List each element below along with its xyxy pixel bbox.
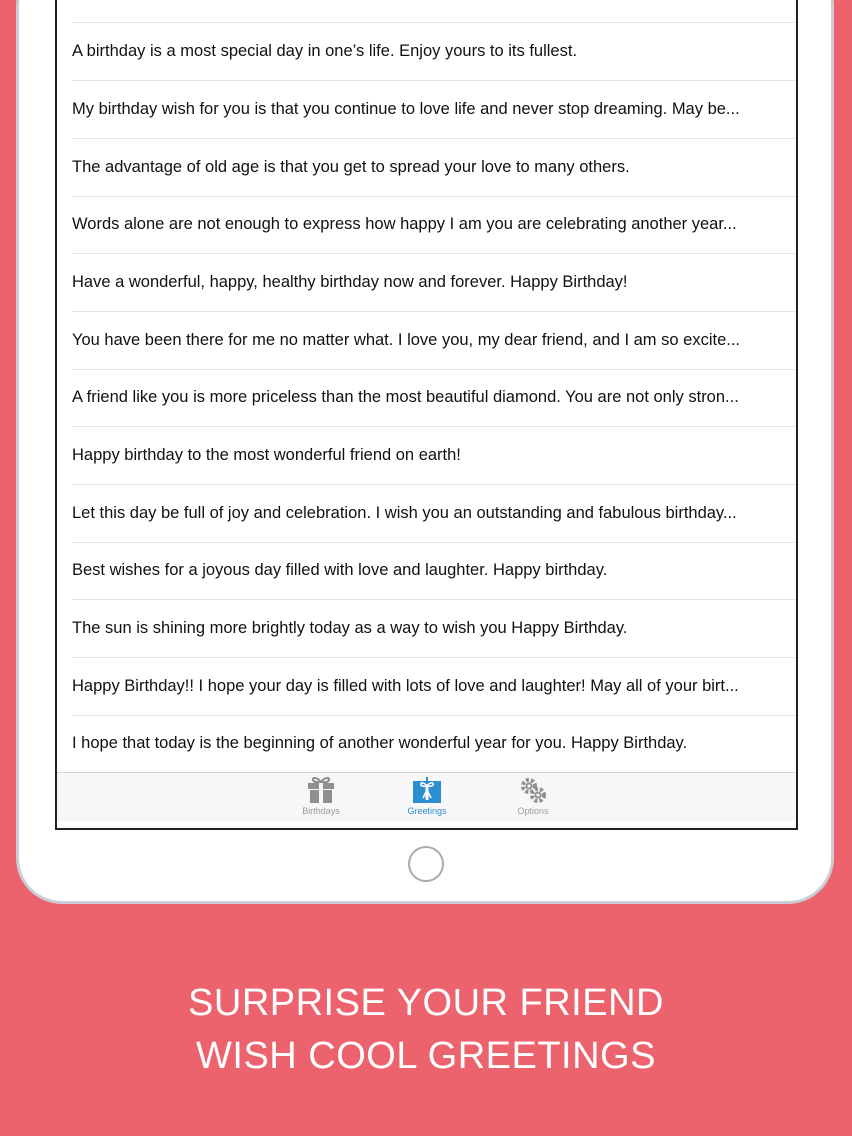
greeting-text: A friend like you is more priceless than the most beautiful diamond. You are not only stron...	[72, 388, 739, 406]
greeting-text: You have been there for me no matter what. I love you, my dear friend, and I am so excite...	[72, 331, 741, 349]
greeting-row[interactable]	[57, 312, 796, 369]
greeting-text: Let this day be full of joy and celebration. I wish you an outstanding and fabulous birthday...	[72, 504, 737, 522]
greeting-text: Have a wonderful, happy, healthy birthday now and forever. Happy Birthday!	[72, 273, 628, 291]
greeting-card-icon	[412, 776, 442, 804]
promo-headline-line2: WISH COOL GREETINGS	[196, 1035, 656, 1077]
greeting-text: My birthday wish for you is that you continue to love life and never stop dreaming. May be...	[72, 100, 740, 118]
home-button[interactable]	[408, 846, 444, 882]
tab-label: Greetings	[407, 806, 447, 816]
greetings-list[interactable]	[57, 0, 796, 772]
tab-label: Options	[517, 806, 549, 816]
greeting-text: Best wishes for a joyous day filled with love and laughter. Happy birthday.	[72, 561, 608, 579]
greeting-text: Words alone are not enough to express how happy I am you are celebrating another year...	[72, 215, 737, 233]
tab-greetings[interactable]	[387, 773, 467, 821]
tab-options[interactable]	[493, 773, 573, 821]
tab-birthdays[interactable]	[281, 773, 361, 821]
greeting-text: A birthday is a most special day in one’s life. Enjoy yours to its fullest.	[72, 42, 578, 60]
greeting-row[interactable]	[57, 254, 796, 311]
greeting-row[interactable]	[57, 600, 796, 657]
greeting-text: The sun is shining more brightly today as a way to wish you Happy Birthday.	[72, 619, 628, 637]
gift-icon	[306, 776, 336, 804]
greeting-row[interactable]	[57, 81, 796, 138]
greeting-row[interactable]	[57, 542, 796, 599]
gears-icon	[518, 776, 548, 804]
greeting-text: Happy birthday to the most wonderful friend on earth!	[72, 446, 461, 464]
tab-bar	[57, 772, 796, 821]
tab-label: Birthdays	[302, 806, 340, 816]
greeting-row[interactable]	[57, 369, 796, 426]
greeting-text: The advantage of old age is that you get to spread your love to many others.	[72, 158, 630, 176]
greeting-row[interactable]	[57, 658, 796, 715]
app-screen	[55, 0, 798, 830]
greeting-row[interactable]	[57, 427, 796, 484]
promo-headline-line1: SURPRISE YOUR FRIEND	[188, 982, 664, 1024]
greeting-row[interactable]	[57, 485, 796, 542]
greeting-row[interactable]	[57, 139, 796, 196]
greeting-row[interactable]	[57, 23, 796, 80]
greeting-row[interactable]	[57, 196, 796, 253]
greeting-text: I hope that today is the beginning of another wonderful year for you. Happy Birthday.	[72, 734, 688, 752]
greeting-text: Happy Birthday!! I hope your day is filled with lots of love and laughter! May all of your birt...	[72, 677, 739, 695]
greeting-row[interactable]	[57, 715, 796, 772]
